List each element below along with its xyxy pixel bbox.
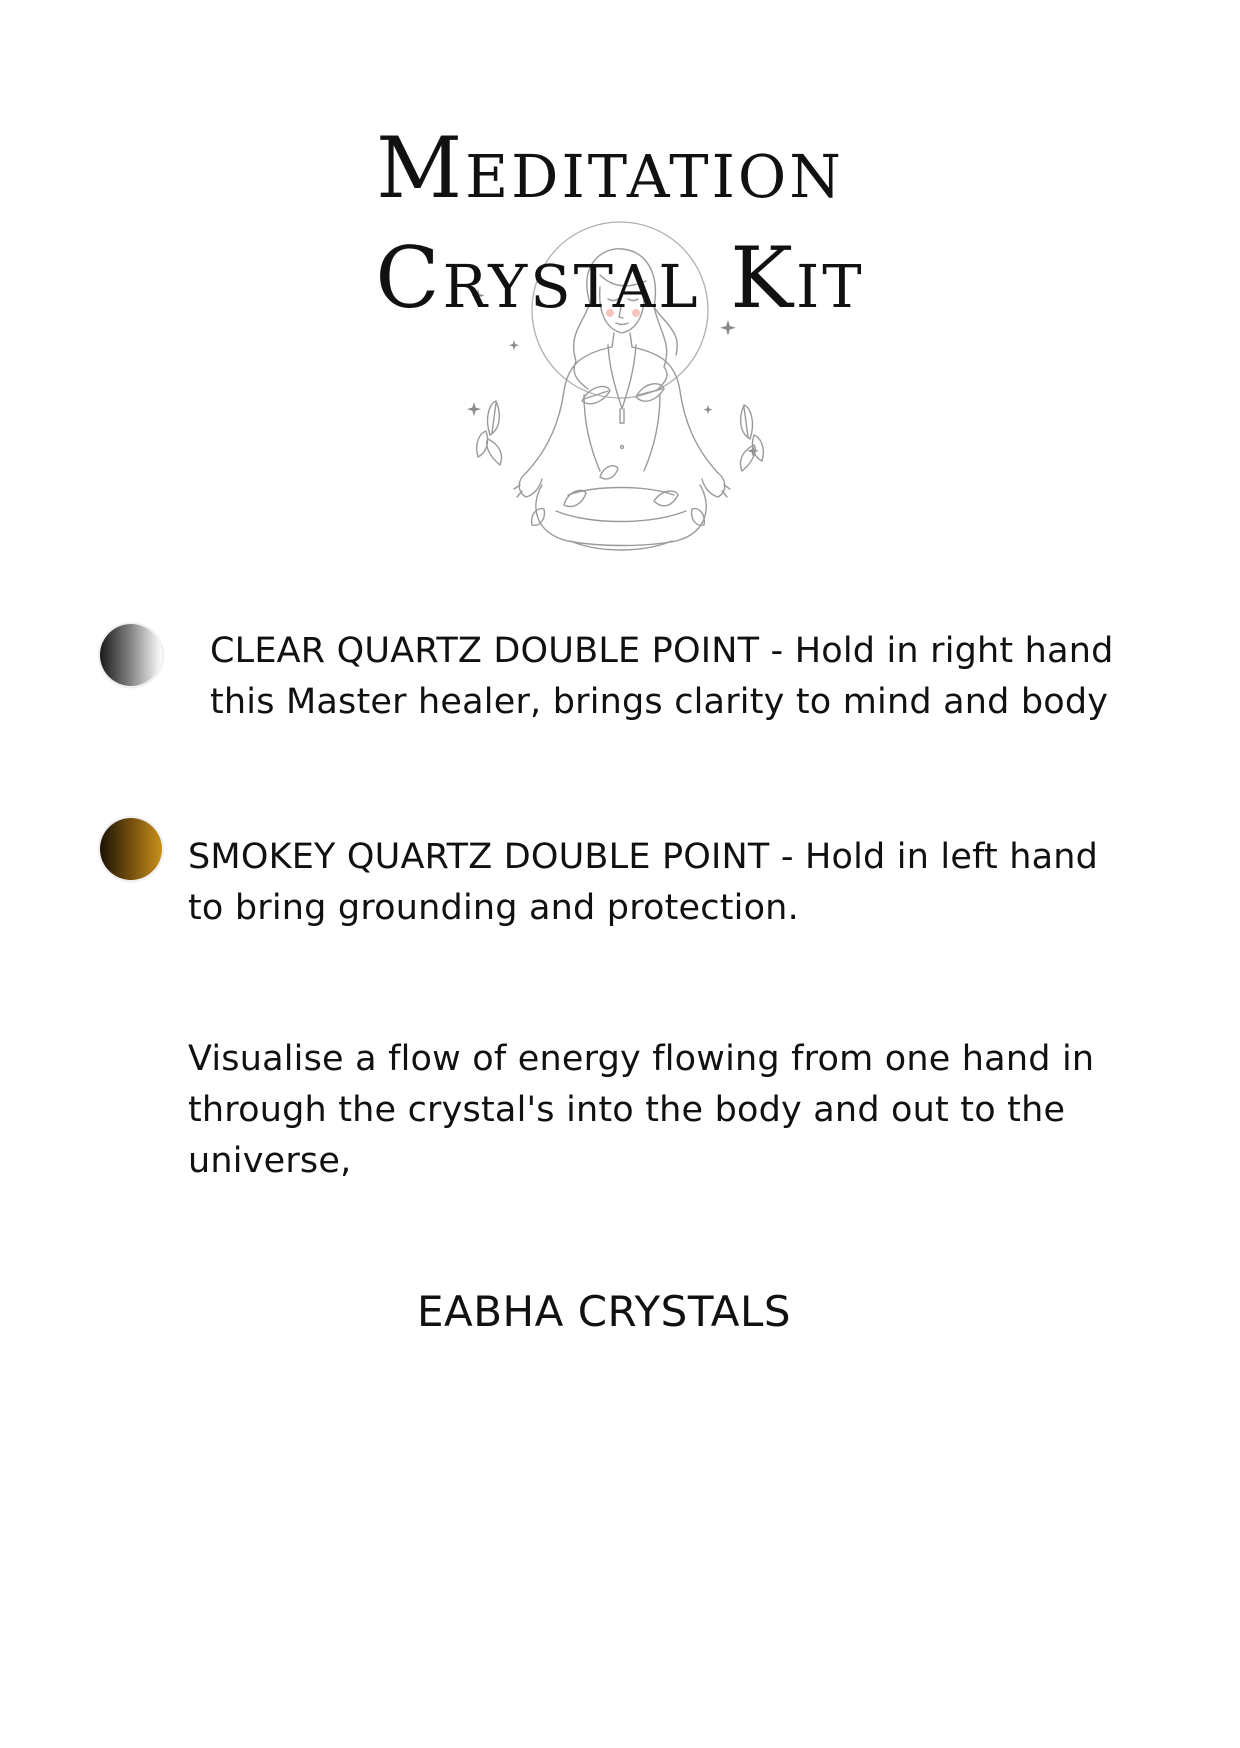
title-line-2: Crystal Kit — [375, 229, 865, 327]
smokey-quartz-swatch-icon — [100, 818, 162, 880]
visualise-line-3: universe, — [188, 1141, 352, 1181]
visualise-line-2: through the crystal's into the body and out to the — [188, 1090, 1066, 1130]
clear-quartz-line-2: this Master healer, brings clarity to mind and body — [210, 682, 1109, 722]
brand-name: EABHA CRYSTALS — [416, 1287, 792, 1336]
visualise-paragraph — [188, 1034, 1094, 1187]
smokey-quartz-line-2: to bring grounding and protection. — [188, 888, 799, 928]
smokey-quartz-description — [188, 832, 1098, 934]
clear-quartz-line-1: CLEAR QUARTZ DOUBLE POINT - Hold in right hand — [210, 631, 1114, 671]
necklace — [608, 345, 636, 409]
torso — [526, 347, 612, 473]
clear-quartz-description — [210, 626, 1114, 728]
clear-quartz-swatch-icon — [100, 624, 162, 686]
title-line-1: Meditation — [376, 119, 844, 217]
visualise-line-1: Visualise a flow of energy flowing from one hand in — [188, 1039, 1095, 1079]
legs — [536, 485, 706, 546]
smokey-quartz-line-1: SMOKEY QUARTZ DOUBLE POINT - Hold in left hand — [188, 837, 1099, 877]
